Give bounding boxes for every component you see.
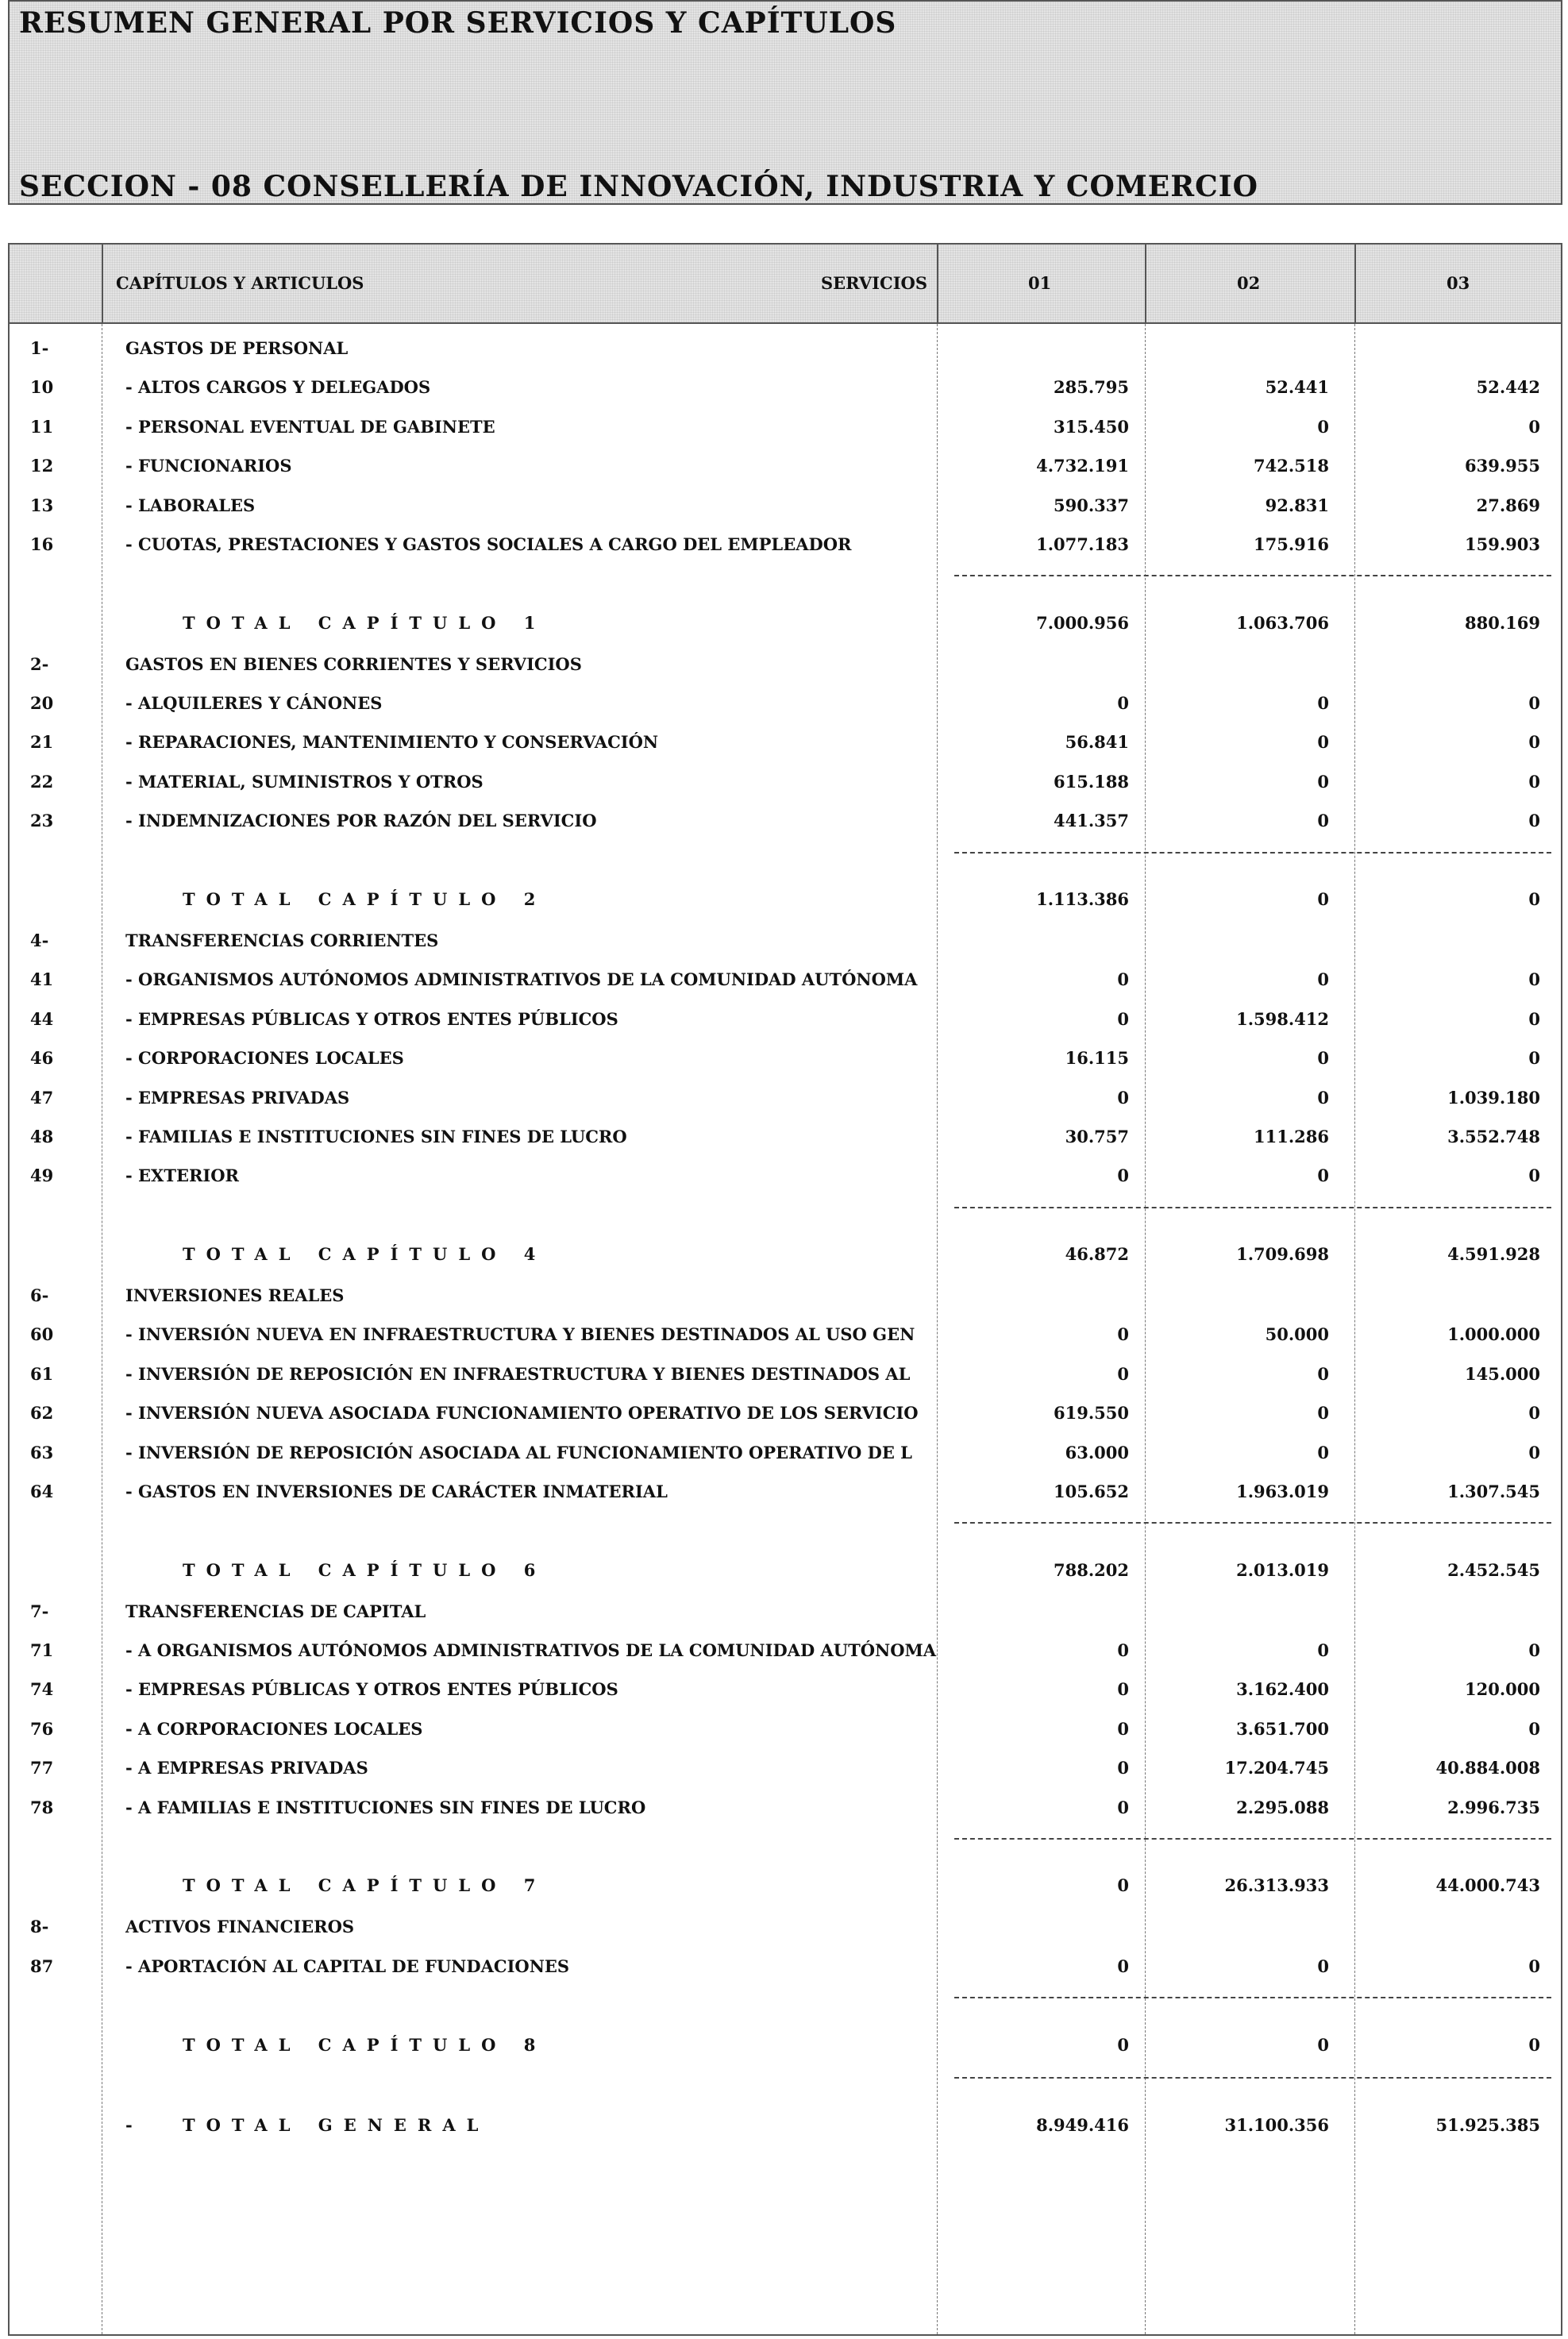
subtotal-separator [954,1838,1551,1840]
value-col-03: 0 [1528,1008,1540,1029]
header-col-02: 02 [1237,273,1261,293]
table-header [10,245,1561,324]
value-col-03: 44.000.743 [1435,1875,1540,1896]
total-row [10,2029,1561,2060]
report-title: RESUMEN GENERAL POR SERVICIOS Y CAPÍTULOS [19,6,897,40]
value-col-01: 0 [1117,1166,1129,1186]
value-col-01: 285.795 [1054,377,1129,398]
total-row [10,1238,1561,1270]
total-row [10,607,1561,638]
value-col-01: 8.949.416 [1036,2114,1129,2135]
header-col-01: 01 [1028,273,1052,293]
value-col-03: 145.000 [1465,1363,1540,1384]
value-col-01: 46.872 [1065,1244,1129,1265]
table-row [10,1436,1561,1468]
article-label: - ALTOS CARGOS Y DELEGADOS [125,377,431,398]
row-code: 62 [30,1403,54,1424]
row-code: 41 [30,969,54,990]
row-code: 1- [30,338,49,358]
value-col-01: 0 [1117,1324,1129,1345]
value-col-03: 27.869 [1476,495,1540,515]
value-col-02: 1.963.019 [1236,1482,1329,1501]
value-col-01: 619.550 [1054,1403,1129,1424]
value-col-03: 880.169 [1465,612,1540,633]
table-row [10,1318,1561,1350]
value-col-02: 0 [1317,1363,1329,1384]
value-col-02: 92.831 [1265,495,1329,515]
table-row [10,489,1561,521]
value-col-02: 0 [1317,1403,1329,1424]
article-label: - ALQUILERES Y CÁNONES [125,693,383,714]
value-col-02: 50.000 [1265,1324,1329,1345]
value-col-03: 2.996.735 [1447,1797,1540,1817]
row-code: 21 [30,732,54,753]
value-col-03: 159.903 [1465,534,1540,554]
value-col-01: 0 [1117,1718,1129,1739]
value-col-03: 0 [1528,969,1540,990]
value-col-01: 0 [1117,1640,1129,1661]
article-label: - INVERSIÓN DE REPOSICIÓN EN INFRAESTRUCTURA Y BIENES DESTINADOS AL [125,1363,911,1384]
value-col-01: 615.188 [1054,771,1129,792]
row-code: 7- [30,1601,49,1621]
row-code: 4- [30,930,49,950]
summary-table [8,243,1562,2336]
article-label: - INDEMNIZACIONES POR RAZÓN DEL SERVICIO [125,811,597,831]
article-label: - ORGANISMOS AUTÓNOMOS ADMINISTRATIVOS DE LA COMUNIDAD AUTÓNOMA [125,969,918,990]
article-label: - MATERIAL, SUMINISTROS Y OTROS [125,771,483,792]
value-col-02: 0 [1317,2034,1329,2055]
total-row [10,1869,1561,1901]
value-col-02: 0 [1317,771,1329,792]
article-label: - PERSONAL EVENTUAL DE GABINETE [125,416,495,437]
article-label: - CORPORACIONES LOCALES [125,1048,404,1069]
article-label: - GASTOS EN INVERSIONES DE CARÁCTER INMATERIAL [125,1482,668,1501]
row-code: 6- [30,1285,49,1305]
article-label: - FUNCIONARIOS [125,456,292,476]
article-label: - REPARACIONES, MANTENIMIENTO Y CONSERVACIÓN [125,732,659,753]
table-row [10,1159,1561,1191]
value-col-02: 1.063.706 [1236,612,1329,633]
value-col-01: 105.652 [1054,1482,1129,1501]
value-col-02: 3.651.700 [1236,1718,1329,1739]
total-row [10,1554,1561,1586]
header-divider [1354,245,1356,324]
value-col-02: 0 [1317,1956,1329,1976]
value-col-02: 1.709.698 [1236,1244,1329,1265]
row-code: 61 [30,1363,54,1384]
value-col-01: 0 [1117,1363,1129,1384]
value-col-01: 30.757 [1065,1126,1129,1146]
value-col-02: 0 [1317,1048,1329,1069]
row-code: 63 [30,1442,54,1462]
subtotal-separator [954,852,1551,854]
value-col-03: 0 [1528,1956,1540,1976]
value-col-03: 51.925.385 [1435,2114,1540,2135]
table-row [10,449,1561,481]
row-code: 78 [30,1797,54,1817]
value-col-01: 0 [1117,1797,1129,1817]
table-row [10,1358,1561,1389]
value-col-02: 0 [1317,811,1329,831]
value-col-03: 0 [1528,1403,1540,1424]
table-row [10,371,1561,403]
chapter-title: TRANSFERENCIAS CORRIENTES [125,930,439,950]
header-divider [1145,245,1146,324]
row-code: 20 [30,693,54,714]
chapter-total-label: TOTAL CAPÍTULO 7 [183,1875,547,1896]
table-row [10,726,1561,757]
row-code: 71 [30,1640,54,1661]
value-col-02: 17.204.745 [1224,1758,1329,1778]
value-col-01: 0 [1117,969,1129,990]
row-code: 77 [30,1758,54,1778]
value-col-03: 0 [1528,693,1540,714]
value-col-01: 1.113.386 [1036,889,1129,910]
header-divider [937,245,938,324]
value-col-01: 0 [1117,1875,1129,1896]
chapter-title: TRANSFERENCIAS DE CAPITAL [125,1601,426,1621]
value-col-03: 52.442 [1476,377,1540,398]
value-col-01: 0 [1117,1956,1129,1976]
value-col-02: 0 [1317,1166,1329,1186]
row-code: 87 [30,1956,54,1976]
value-col-01: 0 [1117,693,1129,714]
article-label: - FAMILIAS E INSTITUCIONES SIN FINES DE LUCRO [125,1126,627,1146]
table-row [10,1950,1561,1982]
subtotal-separator [954,2077,1551,2079]
value-col-03: 40.884.008 [1435,1758,1540,1778]
value-col-01: 1.077.183 [1036,534,1129,554]
article-label: - EMPRESAS PRIVADAS [125,1087,350,1108]
row-code: 10 [30,377,54,398]
value-col-02: 111.286 [1254,1126,1329,1146]
article-label: - A CORPORACIONES LOCALES [125,1718,423,1739]
header-divider [102,245,103,324]
article-label: - A ORGANISMOS AUTÓNOMOS ADMINISTRATIVOS DE LA COMUNIDAD AUTÓNOMA [125,1640,937,1661]
chapter-title: GASTOS DE PERSONAL [125,338,349,358]
row-code: 64 [30,1482,54,1501]
chapter-heading-row [10,1279,1561,1311]
article-label: - INVERSIÓN NUEVA EN INFRAESTRUCTURA Y BIENES DESTINADOS AL USO GEN [125,1324,915,1345]
value-col-01: 63.000 [1065,1442,1129,1462]
article-label: - EMPRESAS PÚBLICAS Y OTROS ENTES PÚBLICOS [125,1679,618,1700]
table-row [10,804,1561,836]
row-code: 13 [30,495,54,515]
value-col-03: 0 [1528,1442,1540,1462]
value-col-02: 0 [1317,969,1329,990]
row-code: 44 [30,1008,54,1029]
article-label: - INVERSIÓN NUEVA ASOCIADA FUNCIONAMIENTO OPERATIVO DE LOS SERVICIO [125,1403,919,1424]
value-col-02: 2.013.019 [1236,1559,1329,1580]
row-code: 47 [30,1087,54,1108]
table-row [10,1475,1561,1507]
value-col-02: 0 [1317,889,1329,910]
row-code: 2- [30,653,49,674]
article-label: - A FAMILIAS E INSTITUCIONES SIN FINES DE LUCRO [125,1797,646,1817]
table-row [10,1634,1561,1666]
total-prefix: - [125,2114,133,2135]
chapter-title: ACTIVOS FINANCIEROS [125,1917,355,1937]
value-col-03: 0 [1528,416,1540,437]
report-banner [8,0,1562,205]
chapter-heading-row [10,332,1561,364]
value-col-03: 0 [1528,1640,1540,1661]
chapter-heading-row [10,648,1561,680]
subtotal-separator [954,1522,1551,1524]
header-capitulos: CAPÍTULOS Y ARTICULOS [116,273,364,293]
value-col-03: 0 [1528,732,1540,753]
value-col-01: 0 [1117,1008,1129,1029]
value-col-03: 0 [1528,1166,1540,1186]
value-col-02: 0 [1317,693,1329,714]
value-col-02: 0 [1317,1087,1329,1108]
table-row [10,1751,1561,1783]
section-title: SECCION - 08 CONSELLERÍA DE INNOVACIÓN, INDUSTRIA Y COMERCIO [19,170,1258,203]
chapter-heading-row [10,924,1561,956]
value-col-01: 16.115 [1065,1048,1129,1069]
row-code: 11 [30,416,54,437]
subtotal-separator [954,1207,1551,1208]
chapter-title: INVERSIONES REALES [125,1285,345,1305]
value-col-01: 56.841 [1065,732,1129,753]
value-col-03: 3.552.748 [1447,1126,1540,1146]
value-col-02: 0 [1317,1442,1329,1462]
value-col-02: 52.441 [1265,377,1329,398]
value-col-03: 639.955 [1465,456,1540,476]
value-col-01: 788.202 [1054,1559,1129,1580]
table-row [10,1673,1561,1705]
value-col-01: 7.000.956 [1036,612,1129,633]
value-col-03: 1.307.545 [1447,1482,1540,1501]
article-label: - APORTACIÓN AL CAPITAL DE FUNDACIONES [125,1956,570,1976]
chapter-heading-row [10,1910,1561,1942]
value-col-01: 0 [1117,1087,1129,1108]
value-col-03: 2.452.545 [1447,1559,1540,1580]
value-col-01: 590.337 [1054,495,1129,515]
value-col-03: 0 [1528,771,1540,792]
row-code: 16 [30,534,54,554]
table-row [10,765,1561,797]
row-code: 12 [30,456,54,476]
header-col-03: 03 [1447,273,1470,293]
value-col-02: 0 [1317,732,1329,753]
chapter-total-label: TOTAL CAPÍTULO 1 [183,612,547,633]
value-col-02: 175.916 [1254,534,1329,554]
chapter-heading-row [10,1595,1561,1627]
value-col-01: 4.732.191 [1036,456,1129,476]
table-row [10,1120,1561,1152]
table-row [10,1081,1561,1113]
value-col-01: 0 [1117,2034,1129,2055]
value-col-03: 0 [1528,1718,1540,1739]
value-col-02: 2.295.088 [1236,1797,1329,1817]
table-row [10,963,1561,995]
article-label: - INVERSIÓN DE REPOSICIÓN ASOCIADA AL FUNCIONAMIENTO OPERATIVO DE L [125,1442,912,1462]
value-col-02: 0 [1317,1640,1329,1661]
value-col-01: 0 [1117,1758,1129,1778]
article-label: - EMPRESAS PÚBLICAS Y OTROS ENTES PÚBLICOS [125,1008,618,1029]
value-col-03: 0 [1528,889,1540,910]
row-code: 48 [30,1126,54,1146]
value-col-03: 120.000 [1465,1679,1540,1700]
value-col-01: 0 [1117,1679,1129,1700]
chapter-title: GASTOS EN BIENES CORRIENTES Y SERVICIOS [125,653,582,674]
value-col-02: 26.313.933 [1224,1875,1329,1896]
header-servicios: SERVICIOS [821,273,927,293]
article-label: - CUOTAS, PRESTACIONES Y GASTOS SOCIALES A CARGO DEL EMPLEADOR [125,534,852,554]
chapter-total-label: TOTAL CAPÍTULO 2 [183,889,547,910]
chapter-total-label: TOTAL CAPÍTULO 4 [183,1244,547,1265]
article-label: - LABORALES [125,495,256,515]
value-col-03: 0 [1528,811,1540,831]
value-col-02: 0 [1317,416,1329,437]
table-row [10,1397,1561,1428]
table-row [10,687,1561,719]
row-code: 8- [30,1917,49,1937]
subtotal-separator [954,575,1551,576]
row-code: 74 [30,1679,54,1700]
row-code: 60 [30,1324,54,1345]
row-code: 23 [30,811,54,831]
total-row [10,883,1561,915]
value-col-03: 0 [1528,2034,1540,2055]
value-col-01: 315.450 [1054,416,1129,437]
row-code: 76 [30,1718,54,1739]
table-row [10,1713,1561,1744]
value-col-03: 0 [1528,1048,1540,1069]
value-col-02: 1.598.412 [1236,1008,1329,1029]
value-col-02: 31.100.356 [1224,2114,1329,2135]
subtotal-separator [954,1997,1551,1998]
row-code: 46 [30,1048,54,1069]
value-col-02: 3.162.400 [1236,1679,1329,1700]
row-code: 49 [30,1166,54,1186]
table-row [10,1791,1561,1823]
article-label: - EXTERIOR [125,1166,239,1186]
value-col-03: 1.000.000 [1447,1324,1540,1345]
table-row [10,410,1561,442]
value-col-03: 1.039.180 [1447,1087,1540,1108]
table-row [10,1042,1561,1073]
grand-total-label: TOTAL GENERAL [183,2114,490,2135]
chapter-total-label: TOTAL CAPÍTULO 8 [183,2034,547,2055]
row-code: 22 [30,771,54,792]
table-row [10,1003,1561,1035]
value-col-03: 4.591.928 [1447,1244,1540,1265]
value-col-01: 441.357 [1054,811,1129,831]
table-row [10,528,1561,560]
total-row [10,2109,1561,2141]
article-label: - A EMPRESAS PRIVADAS [125,1758,368,1778]
chapter-total-label: TOTAL CAPÍTULO 6 [183,1559,547,1580]
value-col-02: 742.518 [1254,456,1329,476]
